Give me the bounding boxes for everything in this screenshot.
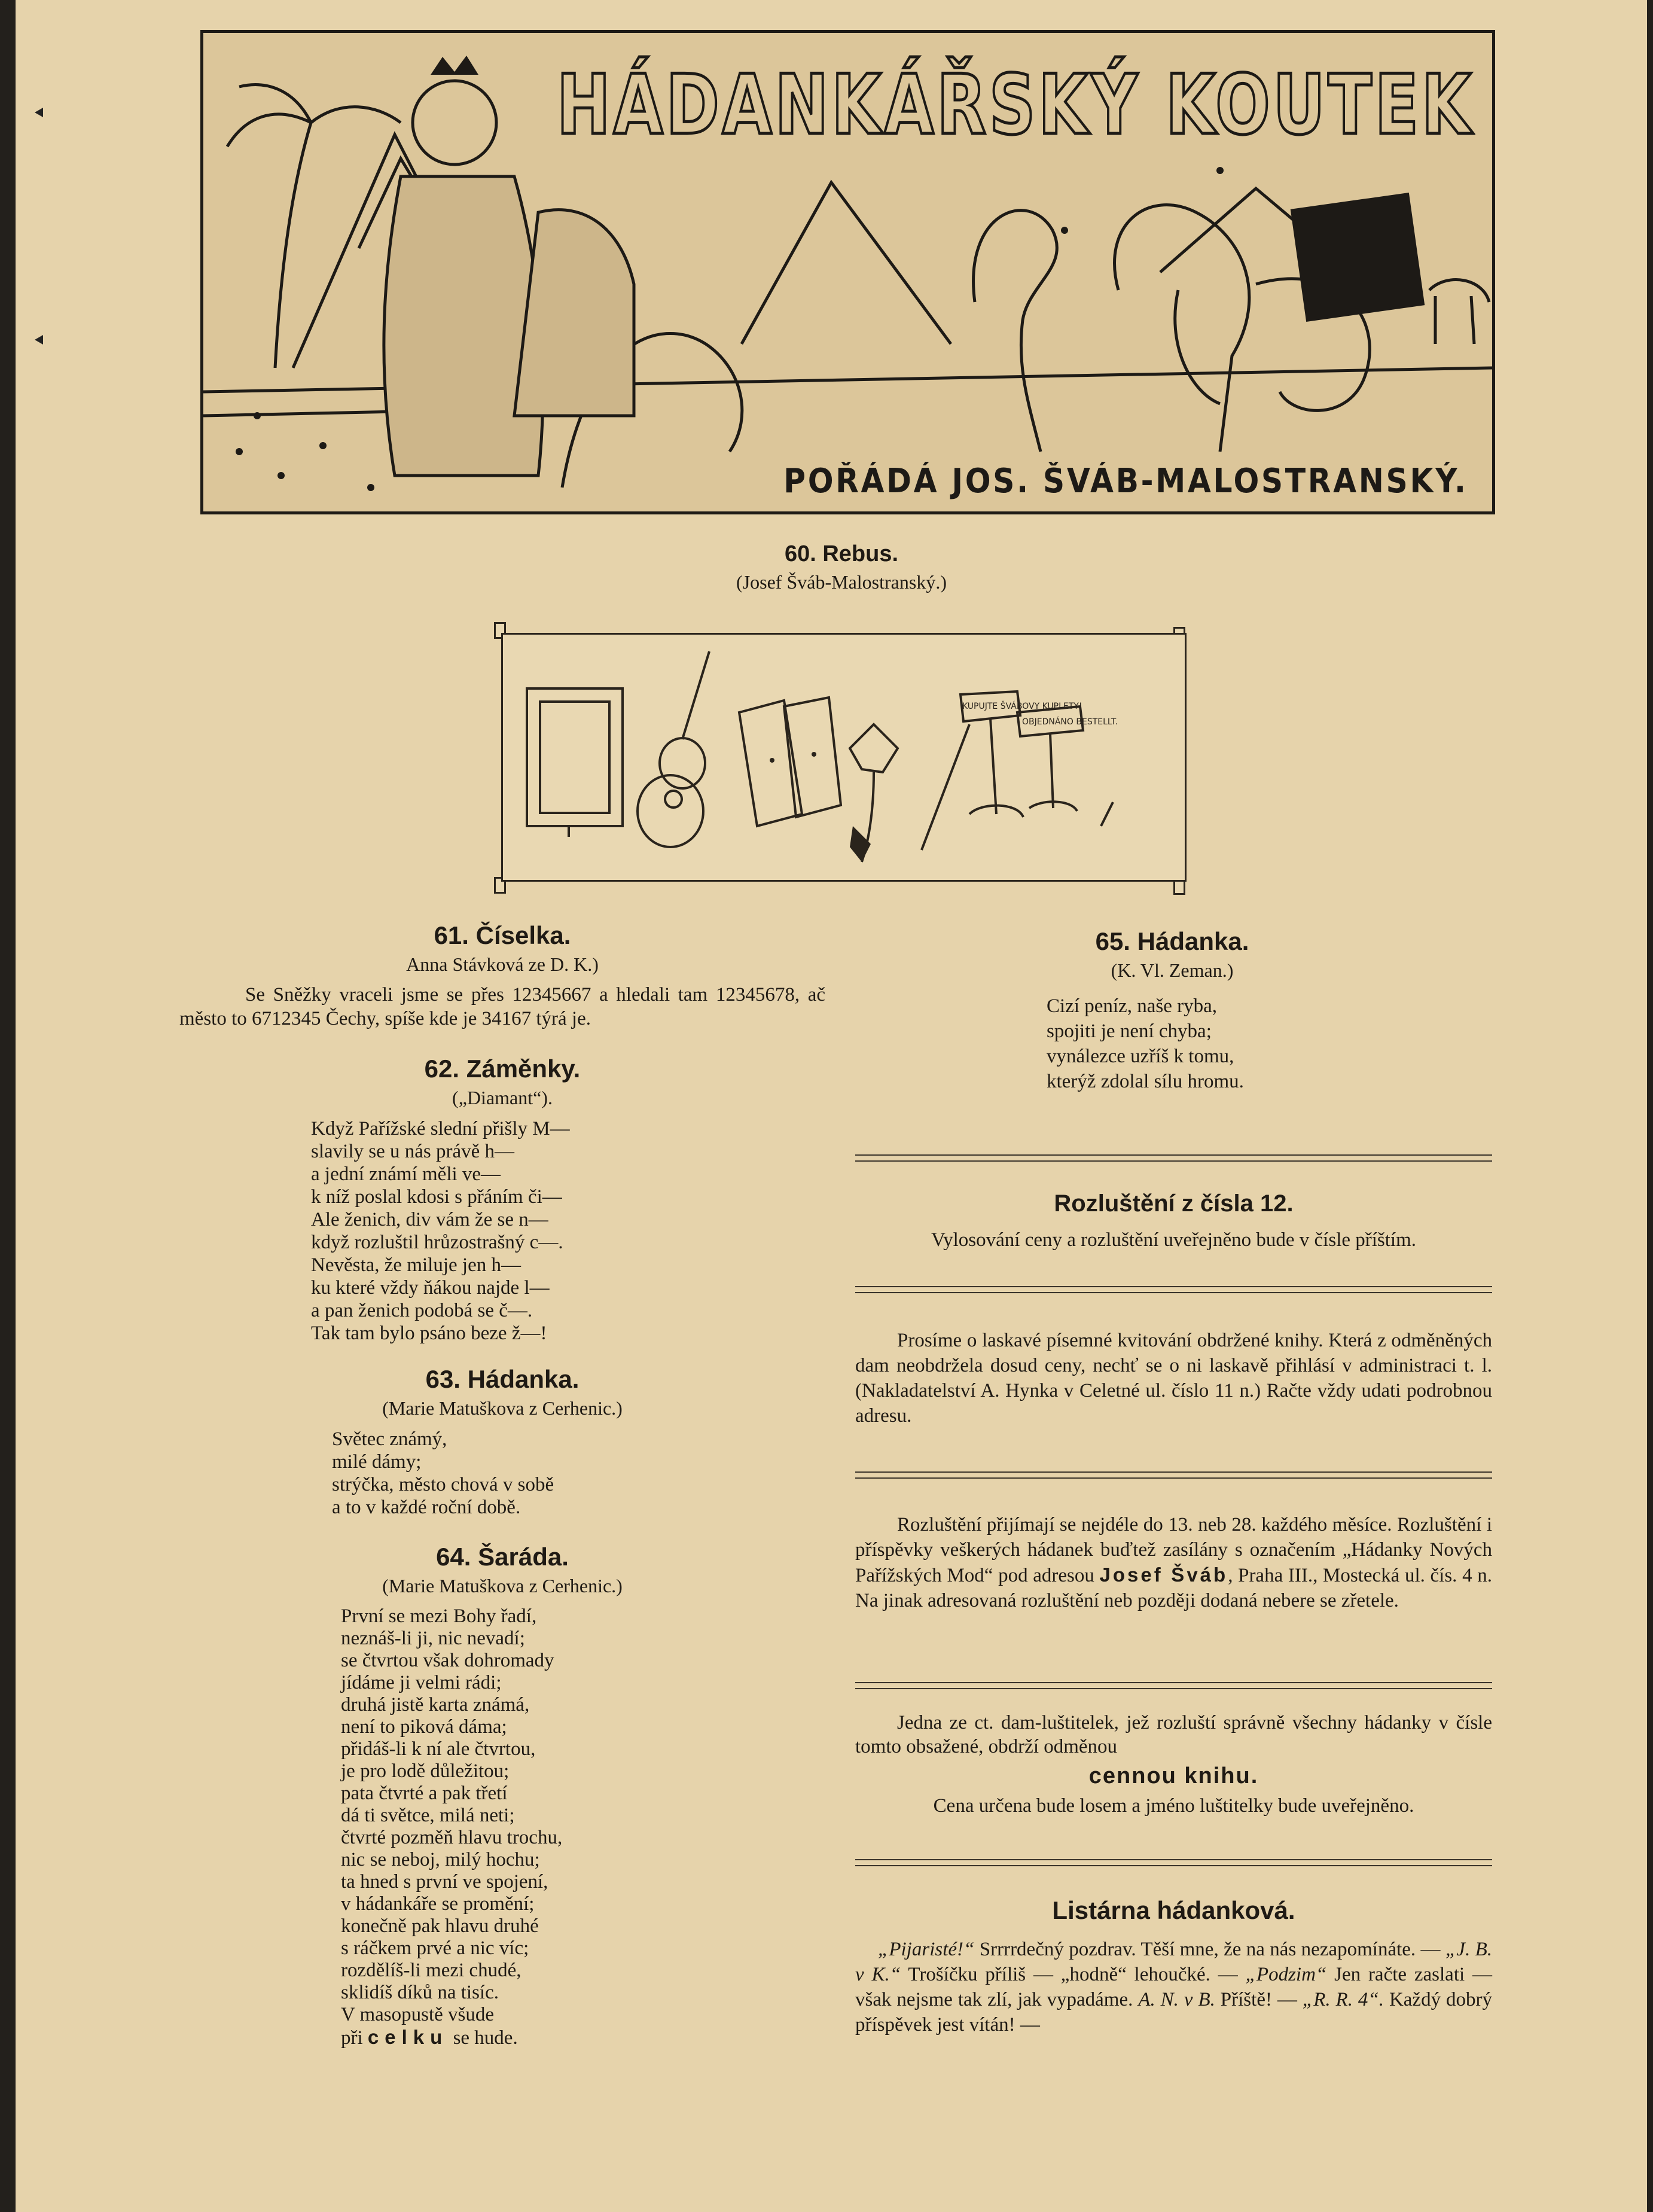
puzzle-63-heading: 63. Hádanka. [425, 1365, 580, 1393]
spine-mark [35, 108, 43, 117]
header-illustration [200, 30, 1495, 514]
rebus-picture [501, 633, 1187, 882]
divider [855, 1471, 1492, 1479]
puzzle-64-spaced-word: celku [367, 2026, 449, 2048]
solution-text: Vylosování ceny a rozluštění uveřejněno bude v čísle příštím. [931, 1229, 1417, 1251]
notice-prize-award: cennou knihu. [1088, 1763, 1259, 1789]
divider [855, 1682, 1492, 1689]
rebus-drawing [503, 635, 1185, 880]
rebus-sign-2: OBJEDNÁNO BESTELLT. [1022, 717, 1118, 727]
page-edge-left [0, 0, 16, 2212]
letters-heading: Listárna hádanková. [1052, 1896, 1295, 1924]
rebus-heading: 60. Rebus. [784, 541, 899, 566]
notice-prize [855, 1711, 1492, 1818]
puzzle-65-text: Cizí peníz, naše ryba, spojiti je není chyba; vynálezce uzříš k tomu, kterýž zdolal sílu hromu. [1047, 995, 1244, 1092]
letters-text: „Pijaristé!“ Srrrrdečný pozdrav. Těší mne, že na nás nezapomínáte. — „J. B. v K.“ Trošíčku příliš — „hodně“ lehoučké. — „Podzim“ Jen račte zaslati — však nejsme tak zlí, jak vypadáme. A. N. v B. Příště! — „R. R. 4“. Každý dobrý příspěvek jest vítán! — [855, 1939, 1492, 2036]
rebus-sign-1: KUPUJTE ŠVÁBOVY KUPLETY! [962, 702, 1082, 711]
puzzle-65-author: (K. Vl. Zeman.) [1111, 959, 1234, 981]
rebus-author: (Josef Šváb-Malostranský.) [736, 571, 947, 593]
notice-submissions [855, 1512, 1492, 1613]
letters-section [855, 1896, 1492, 2037]
header-title: HÁDANKÁŘSKÝ KOUTEK [556, 57, 1474, 153]
divider [855, 1859, 1492, 1866]
solution-heading: Rozluštění z čísla 12. [1054, 1190, 1294, 1217]
puzzle-64-author: (Marie Matuškova z Cerhenic.) [382, 1575, 623, 1596]
notice-books-text: Prosíme o laskavé písemné kvitování obdržené knihy. Která z odměněných dam neobdržela dosud ceny, nechť se o ni laskavě přihlásí v administraci t. l. (Nakladatelství A. Hynka v Celetné ul. číslo 11 n.) Račte vždy udati podrobnou adresu. [855, 1330, 1492, 1427]
spine-mark [35, 335, 43, 345]
puzzle-62-heading: 62. Záměnky. [424, 1055, 581, 1083]
notice-prize-text: Jedna ze ct. dam-luštitelek, jež rozluští správně všechny hádanky v čísle tomto obsažené, obdrží odměnou [855, 1712, 1492, 1757]
puzzle-61-author: Anna Stávková ze D. K.) [406, 953, 599, 975]
puzzle-64-text: První se mezi Bohy řadí, neznáš-li ji, nic nevadí; se čtvrtou však dohromady jídáme ji velmi rádi; druhá jistě karta známá, není to piková dáma; přidáš-li k ní ale čtvrtou, je pro lodě důležitou; pata čtvrté a pak třetí dá ti světce, milá neti; čtvrté pozměň hlavu trochu, nic se neboj, milý hochu; ta hned s první ve spojení, v hádankáře se promění; konečně pak hlavu druhé s ráčkem prvé a nic víc; rozdělíš-li mezi chudé, sklidíš díků na tisíc. V masopustě všude při celku se hude. [341, 1605, 563, 2049]
left-column [179, 921, 825, 2049]
right-column [852, 927, 1492, 1094]
puzzle-62-text: Když Pařížské slední přišly M— slavily se u nás právě h— a jední známí měli ve— k níž poslal kdosi s přáním či— Ale ženich, div vám že se n— když rozluštil hrůzostrašný c—. Nevěsta, že miluje jen h— ku které vždy ňákou najde l— a pan ženich podobá se č—. Tak tam bylo psáno beze ž—! [311, 1118, 570, 1344]
solution-section [855, 1190, 1492, 1252]
puzzle-63-text: Světec známý, milé dámy; strýčka, město chová v sobě a to v každé roční době. [332, 1428, 554, 1518]
divider [855, 1154, 1492, 1162]
notice-submissions-text: Rozluštění přijímají se nejdéle do 13. neb 28. každého měsíce. Rozluštění i příspěvky veškerých hádanek buďtež zasílány s označením „Hádanky Nových Pařížských Mod“ pod adresou Josef Šváb, Praha III., Mostecká ul. čís. 4 n. Na jinak adresovaná rozluštění neb později dodaná nebere se zřetele. [855, 1514, 1492, 1611]
puzzle-61-heading: 61. Číselka. [434, 921, 571, 949]
notice-prize-footer: Cena určena bude losem a jméno luštitelky bude uveřejněno. [933, 1795, 1414, 1817]
notice-books [855, 1328, 1492, 1428]
notice-address-name: Josef Šváb [1099, 1564, 1228, 1586]
header-byline: POŘÁDÁ JOS. ŠVÁB-MALOSTRANSKÝ. [783, 462, 1468, 501]
puzzle-65-heading: 65. Hádanka. [1095, 927, 1249, 955]
page-edge-right [1647, 0, 1653, 2212]
divider [855, 1286, 1492, 1293]
puzzle-64-heading: 64. Šaráda. [436, 1543, 569, 1571]
puzzle-62-author: („Diamant“). [452, 1087, 553, 1108]
puzzle-61-text: Se Sněžky vraceli jsme se přes 12345667 a hledali tam 12345678, ač město to 6712345 Čechy, spíše kde je 34167 týrá je. [179, 984, 825, 1029]
puzzle-63-author: (Marie Matuškova z Cerhenic.) [382, 1397, 623, 1419]
